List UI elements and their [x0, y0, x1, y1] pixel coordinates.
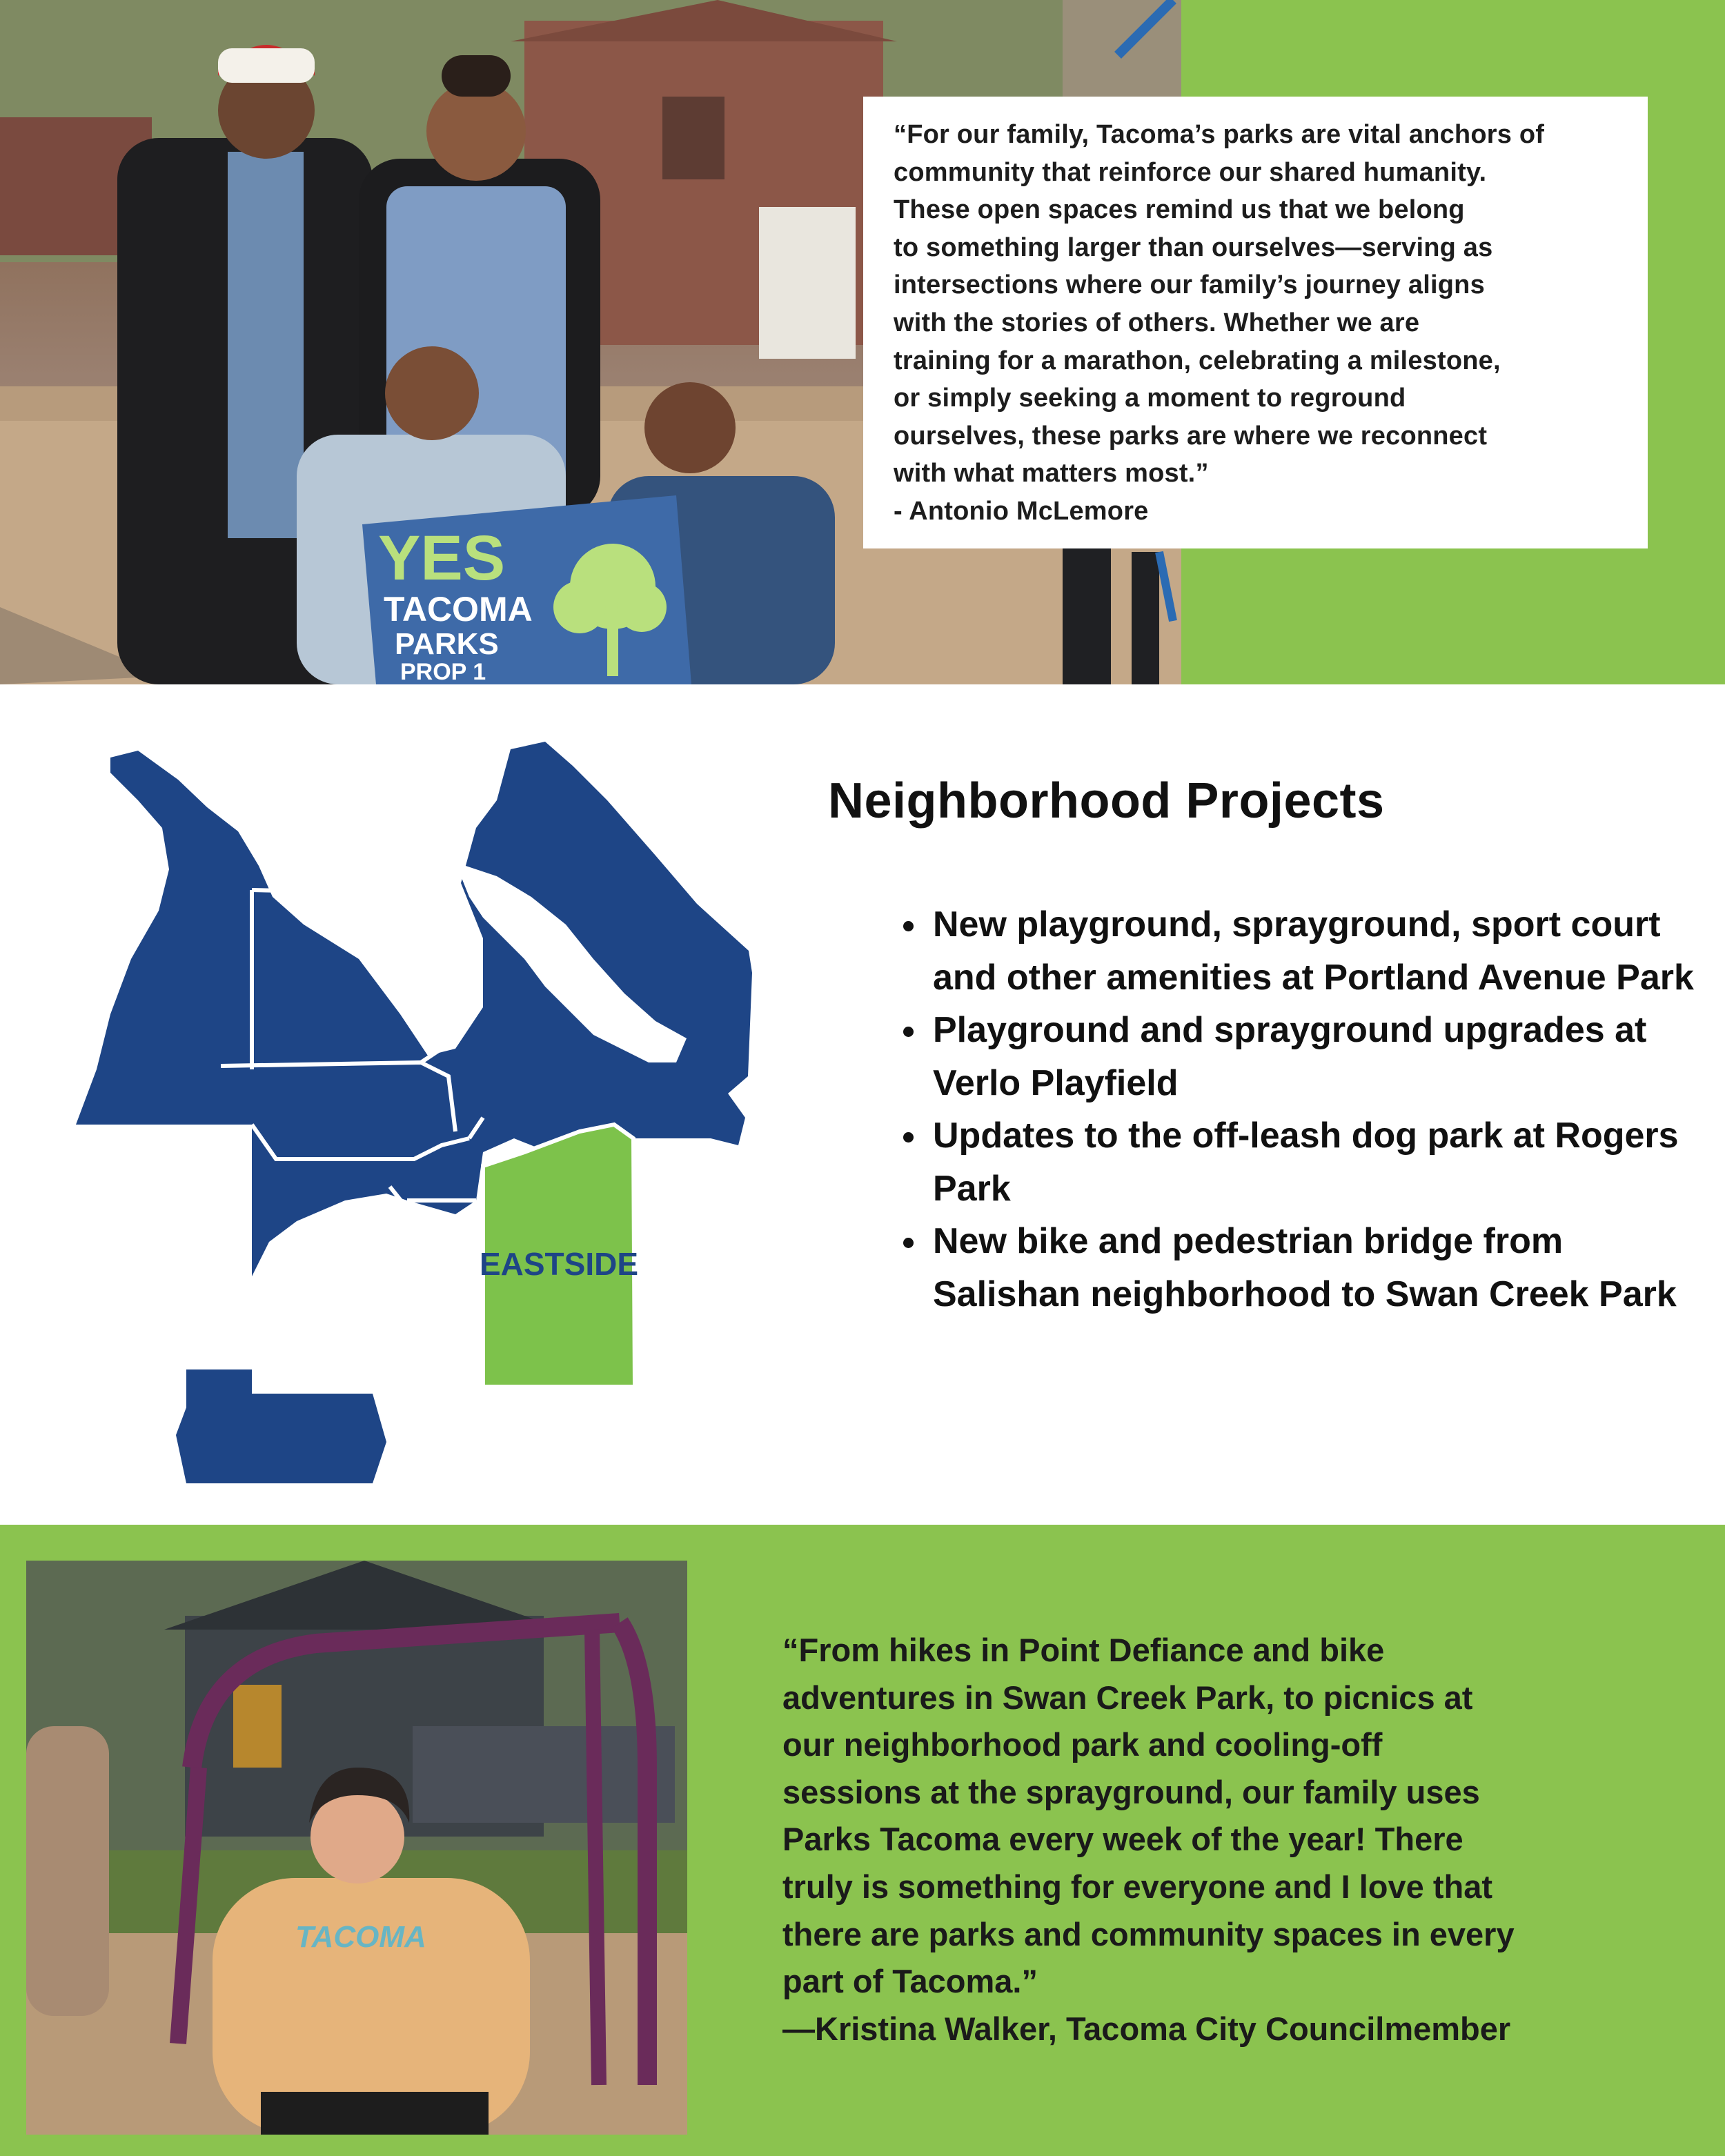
sign-line-3: PROP 1 — [400, 659, 486, 684]
walker-photo-illustration — [26, 1561, 687, 2135]
quote-line: there are parks and community spaces in every — [782, 1915, 1515, 1952]
neighborhood-projects-section — [0, 684, 1725, 1525]
quote-line: Parks Tacoma every week of the year! There — [782, 1821, 1463, 1858]
quote-attribution: - Antonio McLemore — [894, 496, 1149, 526]
project-item: • Playground and sprayground upgrades at Verlo Playfield — [929, 1004, 1715, 1109]
quote-attribution: —Kristina Walker, Tacoma City Councilmember — [782, 2010, 1511, 2047]
walker-photo — [26, 1561, 687, 2135]
quote-line: adventures in Swan Creek Park, to picnics at — [782, 1679, 1473, 1716]
yes-sign — [362, 495, 691, 684]
quote-line: with the stories of others. Whether we are — [894, 308, 1420, 337]
hoodie-text: TACOMA — [295, 1920, 426, 1954]
project-item: • Updates to the off-leash dog park at Rogers Park — [929, 1109, 1715, 1215]
testimonial-section-bottom — [0, 1525, 1725, 2156]
projects-list — [890, 898, 1715, 1321]
quote-line: “For our family, Tacoma’s parks are vital anchors of — [894, 120, 1545, 149]
testimonial-section-top — [0, 0, 1725, 684]
project-item: • New playground, sprayground, sport court and other amenities at Portland Avenue Park — [929, 898, 1715, 1004]
section-heading: Neighborhood Projects — [828, 773, 1385, 829]
quote-line: intersections where our family’s journey aligns — [894, 270, 1485, 300]
sign-yes: YES — [378, 523, 506, 593]
quote-line: These open spaces remind us that we belong — [894, 195, 1465, 225]
quote-line: community that reinforce our shared humanity. — [894, 157, 1487, 187]
sign-line-2: PARKS — [395, 627, 499, 661]
quote-line: with what matters most.” — [894, 459, 1209, 488]
quote-line: to something larger than ourselves—serving as — [894, 233, 1493, 262]
quote-line: our neighborhood park and cooling-off — [782, 1726, 1383, 1763]
quote-text — [894, 116, 1620, 531]
quote-line: training for a marathon, celebrating a milestone, — [894, 346, 1501, 375]
eastside-label: EASTSIDE — [479, 1246, 639, 1282]
quote-card-mclemore — [863, 97, 1648, 548]
quote-line: “From hikes in Point Defiance and bike — [782, 1632, 1385, 1668]
project-item: • New bike and pedestrian bridge from Salishan neighborhood to Swan Creek Park — [929, 1215, 1715, 1321]
quote-line: truly is something for everyone and I love that — [782, 1868, 1492, 1905]
quote-line: or simply seeking a moment to reground — [894, 384, 1406, 413]
quote-walker — [782, 1627, 1700, 2053]
sign-line-1: TACOMA — [384, 590, 533, 629]
quote-line: part of Tacoma.” — [782, 1963, 1038, 2000]
city-outline — [76, 742, 752, 1483]
tacoma-neighborhood-map — [69, 740, 759, 1485]
quote-line: sessions at the sprayground, our family uses — [782, 1773, 1480, 1810]
quote-line: ourselves, these parks are where we reconnect — [894, 421, 1488, 451]
